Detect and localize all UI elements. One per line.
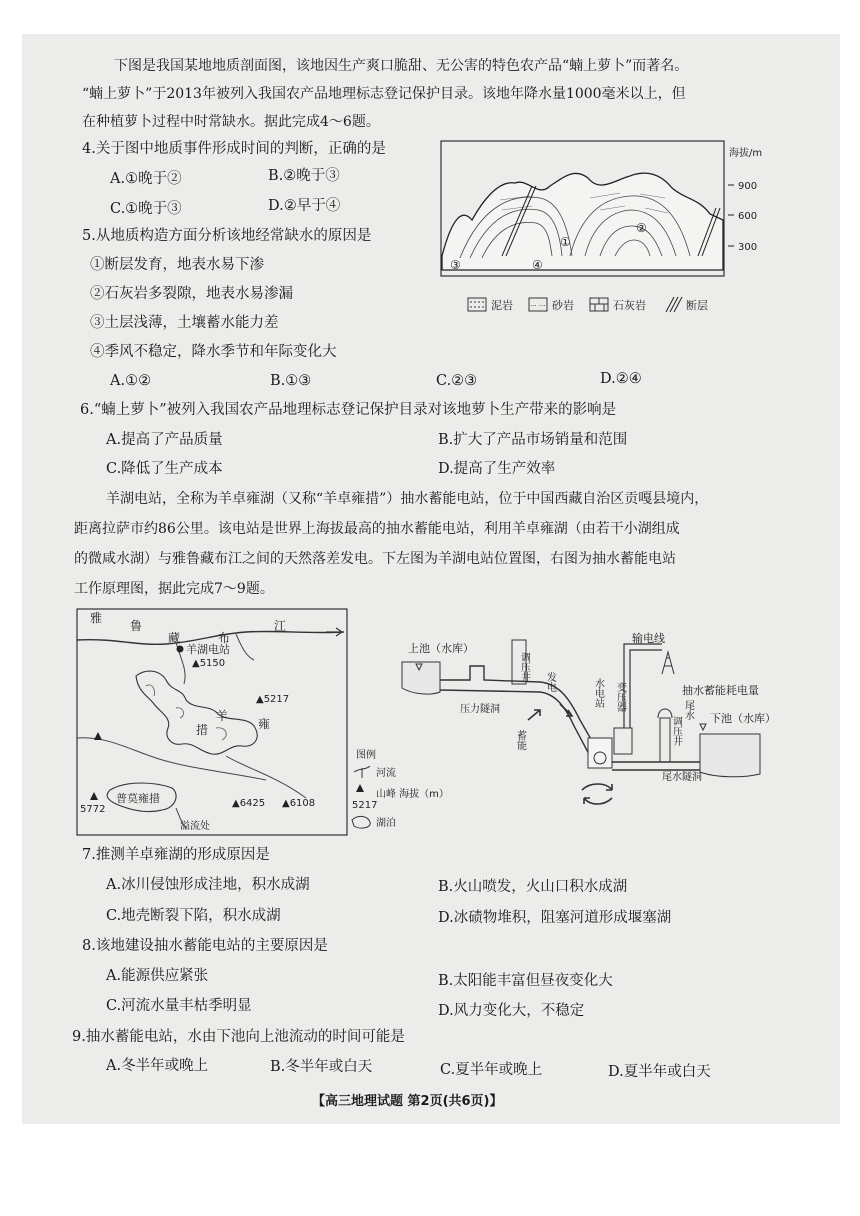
- section-legend: [468, 297, 708, 312]
- intro1-line3: 在种植萝卜过程中时常缺水。据此完成4～6题。: [82, 114, 380, 130]
- q4-option-a[interactable]: A.①晚于②: [110, 171, 182, 187]
- puma-lake-label: 普莫雍措: [116, 792, 160, 805]
- sandstone-dots: ··· ···: [530, 302, 546, 310]
- tributary-3: [77, 738, 266, 780]
- q8-stem: 8.该地建设抽水蓄能电站的主要原因是: [82, 938, 328, 954]
- tick-label-300: 300: [738, 242, 758, 253]
- river-char-4: 布: [218, 631, 231, 645]
- lower-water-level: [700, 724, 706, 730]
- legend-title: 图例: [356, 750, 376, 761]
- q8-option-a[interactable]: A.能源供应紧张: [106, 968, 209, 984]
- fault-swatch: [666, 297, 682, 312]
- lake-inner-detail: [146, 685, 229, 740]
- q4-option-d[interactable]: D.②早于④: [268, 198, 341, 214]
- pressure-tunnel-label: 压力隧洞: [460, 704, 500, 715]
- transformer-label: 变压器: [614, 682, 626, 712]
- overflow-label: 溢流处: [180, 821, 210, 832]
- q5-item-4: ④季风不稳定，降水季节和年际变化大: [90, 344, 337, 360]
- q8-option-b[interactable]: B.太阳能丰富但昼夜变化大: [438, 973, 613, 989]
- generate-label: 发电: [544, 672, 556, 692]
- tick-label-600: 600: [738, 211, 758, 222]
- generate-arrow: [560, 704, 572, 716]
- transmission-label: 输电线: [632, 632, 665, 645]
- station-dot: [177, 646, 184, 653]
- river-flow-arrow: [326, 628, 342, 636]
- q4-option-b[interactable]: B.②晚于③: [268, 168, 340, 184]
- q9-stem: 9.抽水蓄能电站，水由下池向上池流动的时间可能是: [72, 1029, 405, 1045]
- intro1-line1: 下图是我国某地地质剖面图，该地因生产爽口脆甜、无公害的特色农产品“蝻上萝卜”而著名。: [114, 58, 689, 74]
- legend-river: 河流: [376, 768, 396, 779]
- lake-char-cuo: 措: [196, 723, 209, 737]
- station-label: 羊湖电站: [186, 643, 230, 656]
- peak-5772: 5772: [80, 804, 106, 815]
- lake-char-yang: 羊: [216, 709, 229, 723]
- surge-shaft-2-label: 调压井: [670, 716, 682, 746]
- tailwater-label: 尾水: [682, 700, 694, 720]
- q4-stem: 4.关于图中地质事件形成时间的判断，正确的是: [82, 141, 386, 157]
- legend-fault: 断层: [686, 299, 708, 312]
- tributary-2: [236, 634, 254, 660]
- lower-reservoir: [700, 734, 760, 777]
- q7-stem: 7.推测羊卓雍湖的形成原因是: [82, 847, 270, 863]
- marker-2: ②: [636, 221, 647, 235]
- legend-river-symbol: [354, 766, 370, 778]
- page-footer: 【高三地理试题 第2页(共6页)】: [312, 1094, 503, 1109]
- altitude-axis-title: 海拔/m: [729, 148, 763, 159]
- legend-peak-symbol: [356, 784, 364, 792]
- storage-label: 蓄能: [514, 730, 526, 750]
- lower-reservoir-label: 下池（水库）: [710, 712, 776, 725]
- legend-limestone: 石灰岩: [613, 299, 646, 312]
- peak-6425: ▲6425: [232, 798, 266, 809]
- river-char-5: 江: [274, 619, 287, 633]
- intro2-line2: 距离拉萨市约86公里。该电站是世界上海拔最高的抽水蓄能电站，利用羊卓雍湖（由若干小湖组成: [74, 521, 680, 537]
- legend-peak: 山峰 海拔（m）: [376, 789, 449, 800]
- intro2-line3: 的微咸水湖）与雅鲁藏布江之间的天然落差发电。下左图为羊湖电站位置图，右图为抽水蓄能电站: [74, 551, 676, 567]
- q4-option-c[interactable]: C.①晚于③: [110, 201, 182, 217]
- q8-option-c[interactable]: C.河流水量丰枯季明显: [106, 998, 252, 1014]
- tailwater-tunnel-label: 尾水隧洞: [662, 772, 702, 783]
- legend-lake: 湖泊: [376, 818, 396, 829]
- q7-option-a[interactable]: A.冰川侵蚀形成洼地，积水成湖: [106, 877, 310, 893]
- river-char-1: 雅: [90, 611, 103, 625]
- q6-option-d[interactable]: D.提高了生产效率: [438, 461, 556, 477]
- surge-shaft-2: [660, 718, 670, 762]
- upper-reservoir-label: 上池（水库）: [408, 642, 474, 655]
- q7-option-c[interactable]: C.地壳断裂下陷，积水成湖: [106, 908, 281, 924]
- transformer-box: [614, 728, 632, 754]
- river-char-3: 藏: [168, 631, 181, 645]
- q5-option-d[interactable]: D.②④: [600, 371, 642, 387]
- legend-sandstone: 砂岩: [552, 299, 574, 312]
- surge-shaft-1-label: 调压井: [518, 652, 530, 682]
- lake-char-yong: 雍: [258, 717, 271, 731]
- legend-lake-symbol: [352, 816, 370, 828]
- q6-option-b[interactable]: B.扩大了产品市场销量和范围: [438, 432, 628, 448]
- pylon-icon: [662, 652, 674, 674]
- q9-option-a[interactable]: A.冬半年或晚上: [106, 1058, 209, 1074]
- power-station-label: 水电站: [592, 678, 604, 708]
- tick-label-900: 900: [738, 181, 758, 192]
- intro1-line2: “蝻上萝卜”于2013年被列入我国农产品地理标志登记保护目录。该地年降水量1000毫米以上，但: [82, 86, 686, 102]
- q5-option-b[interactable]: B.①③: [270, 373, 312, 389]
- terrain-profile: [442, 173, 723, 270]
- q9-option-b[interactable]: B.冬半年或白天: [270, 1059, 373, 1075]
- rotation-arrow-bottom: [584, 798, 612, 804]
- geologic-section-figure: [440, 138, 780, 323]
- q7-option-b[interactable]: B.火山喷发，火山口积水成湖: [438, 879, 628, 895]
- yamdrok-lake: [136, 671, 257, 754]
- q9-option-d[interactable]: D.夏半年或白天: [608, 1064, 711, 1080]
- q6-option-c[interactable]: C.降低了生产成本: [106, 461, 223, 477]
- q6-stem: 6.“蝻上萝卜”被列入我国农产品地理标志登记保护目录对该地萝卜生产带来的影响是: [80, 402, 617, 418]
- peak-5772-marker: [90, 792, 98, 800]
- intro2-line4: 工作原理图，据此完成7～9题。: [74, 581, 274, 597]
- storage-arrow: [528, 710, 540, 720]
- intro2-line1: 羊湖电站，全称为羊卓雍湖（又称“羊卓雍措”）抽水蓄能电站，位于中国西藏自治区贡嘎县境内，: [106, 491, 709, 507]
- q5-option-a[interactable]: A.①②: [110, 373, 152, 389]
- q5-item-3: ③土层浅薄，土壤蓄水能力差: [90, 315, 279, 331]
- rotation-arrow-top: [582, 784, 612, 790]
- q5-option-c[interactable]: C.②③: [436, 373, 478, 389]
- tributary-4: [226, 756, 306, 798]
- transmission-line-2: [630, 650, 662, 728]
- peak-5150: ▲5150: [192, 658, 226, 669]
- pumped-storage-diagram: [400, 630, 820, 820]
- q7-option-d[interactable]: D.冰碛物堆积，阻塞河道形成堰塞湖: [438, 910, 672, 926]
- q8-option-d[interactable]: D.风力变化大，不稳定: [438, 1003, 585, 1019]
- mudstone-swatch: [468, 298, 486, 311]
- q5-item-2: ②石灰岩多裂隙，地表水易渗漏: [90, 286, 293, 302]
- peak-6108: ▲6108: [282, 798, 316, 809]
- q9-option-c[interactable]: C.夏半年或晚上: [440, 1062, 543, 1078]
- q5-stem: 5.从地质构造方面分析该地经常缺水的原因是: [82, 228, 372, 244]
- marker-1: ①: [560, 235, 571, 249]
- peak-5217: ▲5217: [256, 694, 290, 705]
- pumping-consumption-label: 抽水蓄能耗电量: [682, 684, 759, 697]
- marker-3: ③: [450, 258, 461, 272]
- peak-marker-west: [94, 732, 102, 740]
- legend-peak-number: 5217: [352, 800, 378, 811]
- legend-mudstone: 泥岩: [491, 299, 513, 312]
- q5-item-1: ①断层发育，地表水易下渗: [90, 257, 264, 273]
- q6-option-a[interactable]: A.提高了产品质量: [106, 432, 223, 448]
- river-char-2: 鲁: [130, 619, 143, 633]
- marker-4: ④: [532, 258, 543, 272]
